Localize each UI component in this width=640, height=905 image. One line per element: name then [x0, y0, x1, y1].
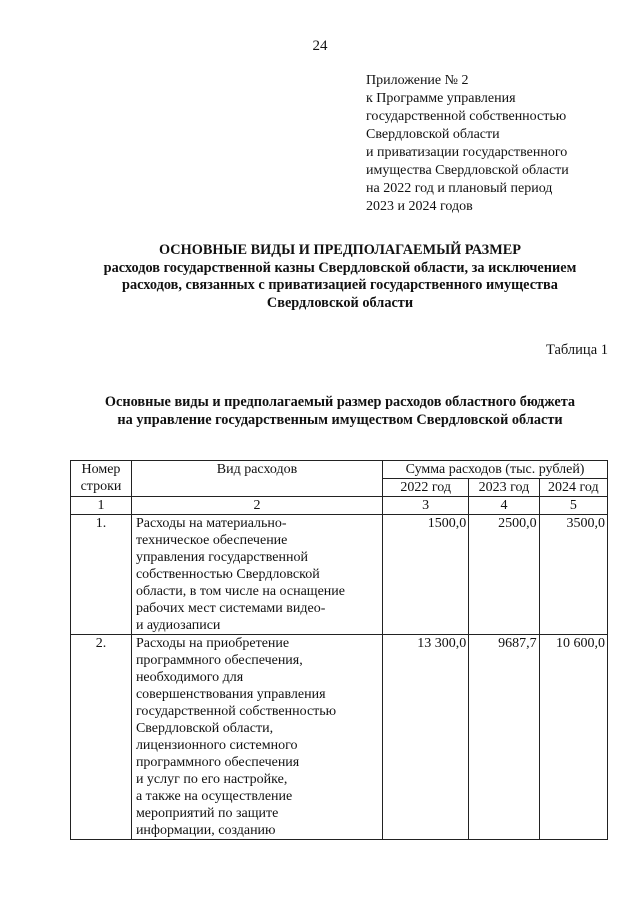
- description-line: информации, созданию: [135, 823, 276, 838]
- column-number: 4: [469, 497, 539, 515]
- table-title-line: на управление государственным имуществом Свердловской области: [117, 412, 563, 428]
- appendix-line: и приватизации государственного: [366, 145, 568, 160]
- table-title-line: Основные виды и предполагаемый размер расходов областного бюджета: [104, 394, 576, 410]
- description-line: государственной собственностью: [135, 704, 337, 719]
- description-line: программного обеспечения: [135, 755, 300, 770]
- column-number: 5: [539, 497, 607, 515]
- row-description: [131, 635, 382, 840]
- main-title-line: расходов, связанных с приватизацией государственного имущества: [122, 277, 558, 293]
- description-line: программного обеспечения,: [135, 653, 303, 668]
- header-row-number: Номер строки: [71, 461, 132, 497]
- description-line: мероприятий по защите: [135, 806, 279, 821]
- table-label: Таблица 1: [545, 342, 608, 358]
- main-title-line: ОСНОВНЫЕ ВИДЫ И ПРЕДПОЛАГАЕМЫЙ РАЗМЕР: [158, 242, 521, 258]
- description-line: и аудиозаписи: [135, 618, 221, 633]
- description-line: техническое обеспечение: [135, 533, 288, 548]
- appendix-line: на 2022 год и плановый период: [366, 181, 553, 196]
- header-year-2023: 2023 год: [469, 479, 539, 497]
- description-line: рабочих мест системами видео-: [135, 601, 326, 616]
- budget-table: [70, 460, 608, 840]
- main-title: [40, 242, 640, 312]
- table-header-row: [71, 461, 608, 479]
- appendix-line: 2023 и 2024 годов: [366, 199, 473, 214]
- description-line: собственностью Свердловской: [135, 567, 320, 582]
- description-line: Расходы на приобретение: [135, 636, 290, 651]
- main-title-line: Свердловской области: [266, 294, 414, 311]
- value-2024: 10 600,0: [539, 635, 607, 840]
- header-sum-group: Сумма расходов (тыс. рублей): [383, 461, 608, 479]
- main-title-line: расходов государственной казны Свердловской области, за исключением: [103, 259, 577, 276]
- description-line: области, в том числе на оснащение: [135, 584, 345, 599]
- table-row: [71, 635, 608, 840]
- table-title: [40, 393, 640, 429]
- appendix-line: имущества Свердловской области: [366, 163, 569, 178]
- column-numbers-row: [71, 497, 608, 515]
- description-line: Расходы на материально-: [135, 516, 287, 531]
- value-2023: 2500,0: [469, 515, 539, 635]
- appendix-line: государственной собственностью: [366, 109, 567, 124]
- header-year-2024: 2024 год: [539, 479, 607, 497]
- row-description: [131, 515, 382, 635]
- column-number: 2: [131, 497, 382, 515]
- description-line: необходимого для: [135, 670, 244, 685]
- description-line: совершенствования управления: [135, 687, 326, 702]
- column-number: 3: [383, 497, 469, 515]
- page-number: 24: [312, 38, 328, 54]
- description-line: и услуг по его настройке,: [135, 772, 288, 787]
- value-2022: 13 300,0: [383, 635, 469, 840]
- table-row: [71, 515, 608, 635]
- description-line: управления государственной: [135, 550, 308, 565]
- appendix-line: Свердловской области: [366, 127, 500, 142]
- value-2022: 1500,0: [383, 515, 469, 635]
- appendix-line: к Программе управления: [366, 91, 516, 106]
- header-year-2022: 2022 год: [383, 479, 469, 497]
- value-2024: 3500,0: [539, 515, 607, 635]
- appendix-note: [366, 72, 569, 216]
- description-line: лицензионного системного: [135, 738, 298, 753]
- row-number: 1.: [71, 515, 132, 635]
- column-number: 1: [71, 497, 132, 515]
- value-2023: 9687,7: [469, 635, 539, 840]
- row-number: 2.: [71, 635, 132, 840]
- appendix-line: Приложение № 2: [366, 73, 469, 88]
- description-line: Свердловской области,: [135, 721, 274, 736]
- header-expense-type: Вид расходов: [131, 461, 382, 497]
- description-line: а также на осуществление: [135, 789, 293, 804]
